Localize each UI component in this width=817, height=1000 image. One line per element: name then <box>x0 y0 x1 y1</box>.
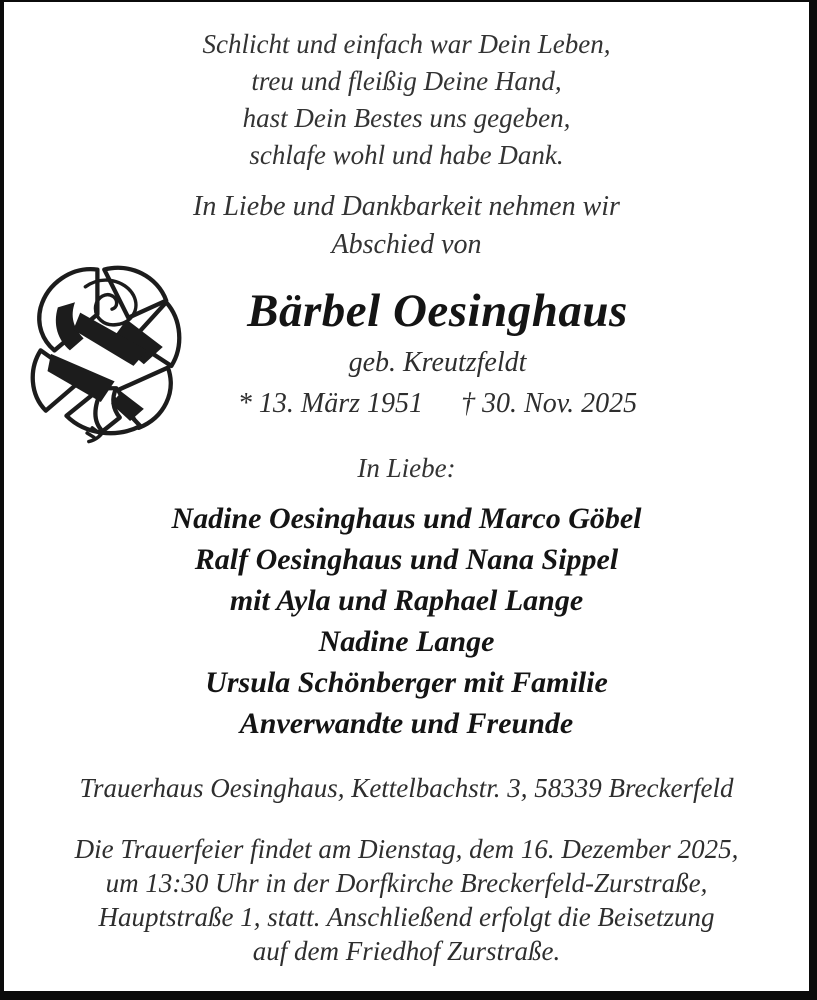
funeral-home-address: Trauerhaus Oesinghaus, Kettelbachstr. 3, 58339 Breckerfeld <box>79 773 734 803</box>
poem-line: schlafe wohl und habe Dank. <box>249 140 564 170</box>
maiden-name: geb. Kreutzfeldt <box>348 347 527 378</box>
funeral-line: um 13:30 Uhr in der Dorfkirche Breckerfeld-Zurstraße, <box>105 868 708 898</box>
mourner-line: Nadine Oesinghaus und Marco Göbel <box>171 502 642 535</box>
poem-line: hast Dein Bestes uns gegeben, <box>242 103 571 133</box>
funeral-line: auf dem Friedhof Zurstraße. <box>252 936 561 966</box>
mourner-line: Ursula Schönberger mit Familie <box>205 666 608 699</box>
poem-line: Schlicht und einfach war Dein Leben, <box>202 29 611 59</box>
funeral-line: Hauptstraße 1, statt. Anschließend erfolgt die Beisetzung <box>98 902 715 932</box>
mourners-heading: In Liebe: <box>357 453 456 483</box>
funeral-details <box>4 832 809 968</box>
mourner-line: Nadine Lange <box>318 625 495 658</box>
rose-icon <box>20 255 192 445</box>
deceased-name: Bärbel Oesinghaus <box>247 285 628 337</box>
birth-date: * 13. März 1951 <box>237 388 424 419</box>
mourner-line: mit Ayla und Raphael Lange <box>229 584 584 617</box>
intro-line: In Liebe und Dankbarkeit nehmen wir <box>193 191 620 222</box>
mourners-list <box>4 498 809 744</box>
mourner-line: Ralf Oesinghaus und Nana Sippel <box>194 543 619 576</box>
memorial-poem <box>4 26 809 174</box>
funeral-line: Die Trauerfeier findet am Dienstag, dem 16. Dezember 2025, <box>74 834 739 864</box>
intro-line: Abschied von <box>331 229 482 260</box>
mourner-line: Anverwandte und Freunde <box>239 707 574 740</box>
farewell-intro <box>4 188 809 264</box>
poem-line: treu und fleißig Deine Hand, <box>251 66 562 96</box>
death-date: † 30. Nov. 2025 <box>461 388 638 419</box>
